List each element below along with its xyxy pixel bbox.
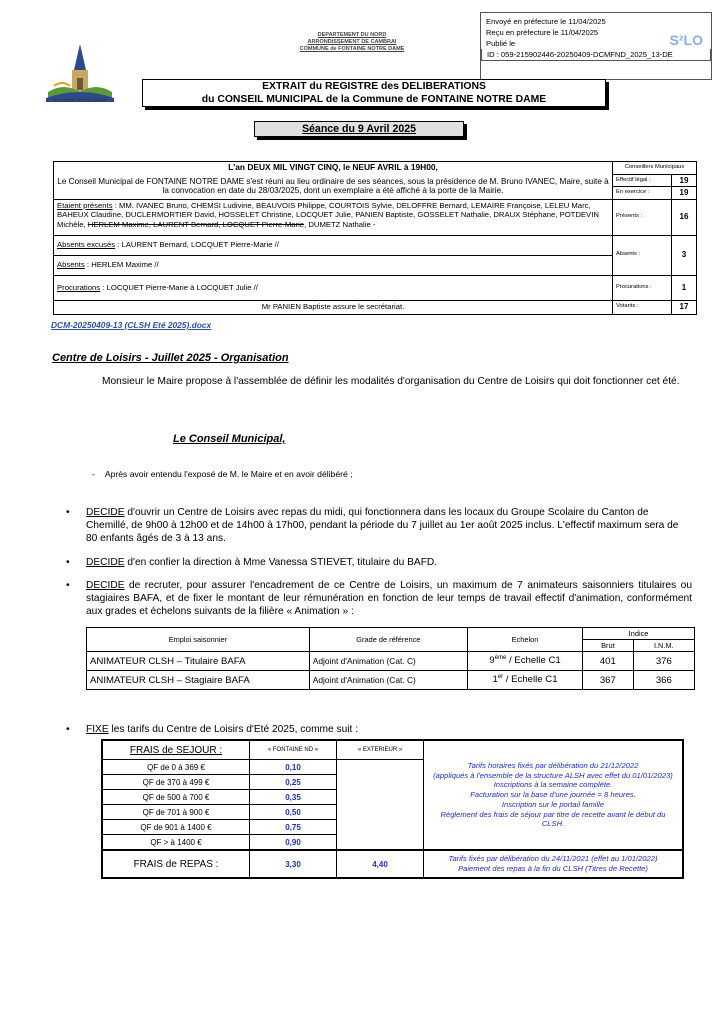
meal-note: Tarifs fixés par délibération du 24/11/2021 (effet au 1/01/2022) [448,854,658,864]
council-heading: Le Conseil Municipal, [173,433,286,445]
qf-bracket: QF de 500 à 700 € [102,790,250,805]
decision-verb: DECIDE [86,580,125,591]
qf-bracket: QF de 701 à 900 € [102,805,250,820]
stay-note: Inscriptions à la semaine complète. [493,780,613,790]
echelon-scale: / Echelle C1 [503,674,558,686]
stamp-published: Publié le [486,39,516,48]
town-name: Fontaine Notre Dame [53,98,107,104]
decision-text: d'ouvrir un Centre de Loisirs avec repas du midi, qui fonctionnera dans les locaux du Groupe Scolaire du Canton de Chemillé, de 9h00 à 12h00 et de 14h00 à 17h00, pendant la période du 7 juillet au 1er août 2025 inclus. L'effectif maximum sera de 80 enfants âgés de 3 à 13 ans. [86,507,679,544]
document-title [142,79,606,107]
grade: Adjoint d'Animation (Cat. C) [309,671,467,690]
absent-label: Absents [57,260,85,270]
secretary: Mr PANIEN Baptiste assure le secrétariat. [54,300,613,314]
decision-text: d'en confier la direction à Mme Vanessa STIEVET, titulaire du BAFD. [124,557,438,568]
local-rate: 0,75 [250,820,337,835]
count-value: 19 [672,174,697,187]
local-rate: 0,50 [250,805,337,820]
excused-members [54,235,613,255]
count-value: 1 [672,275,697,300]
arrondissement-line: ARRONDISSEMENT DE CAMBRAI [307,39,397,45]
present-members [54,199,613,235]
stay-note: (appliqués à l'ensemble de la structure ALSH avec effet du 01/01/2023) [433,770,673,780]
local-rate: 0,90 [250,835,337,851]
decision-text: de recruter, pour assurer l'encadrement de ce Centre de Loisirs, un maximum de 7 animateurs saisonniers titulaires ou stagiaires BAFA, et de fixer le montant de leur rémunération en fonction de leur temps de travail effectif d'animation, conformément aux grades et échelons suivants de la filière « Animation » : [86,580,692,617]
department-header [262,32,442,53]
present-names: : MM. IVANEC Bruno, CHEMSI Ludivine, BEAUVOIS Philippe, COURTOIS Sylvie, DELOFFRE Bernard, LEMAIRE Françoise, LELEU Marc, BAHEUX Claudine, DUCLERMORTIER David, HOSSELET Christine, LOCQUET Julie, PANIEN Baptiste, GOSSELET Nathalie, DRAUX Stéphane, POTDEVIN Michèle, [57,200,599,229]
stay-notes [424,740,684,850]
count-label: En exercice : [613,187,672,200]
header-index: Indice [583,628,695,640]
slo-logo: S²LO [669,32,703,48]
intro-paragraph: Monsieur le Maire propose à l'assemblée de définir les modalités d'organisation du Centre de Loisirs qui doit fonctionner cet été. [102,376,680,387]
meal-exterior-rate: 4,40 [337,850,424,878]
count-value: 19 [672,187,697,200]
seance-date: Séance du 9 Avril 2025 [254,121,464,137]
job-title: ANIMATEUR CLSH – Stagiaire BAFA [87,671,310,690]
proxies [54,275,613,300]
session-intro: Le Conseil Municipal de FONTAINE NOTRE DAME s'est réuni au lieu ordinaire de ses séances, sous la présidence de M. Bruno IVANEC, Maire, suite à la convocation en date du 28/03/2025, dont un exemplaire a été affiché à la porte de la Mairie. [54,174,613,199]
header-echelon: Echelon [467,628,582,652]
count-label: Votants : [613,300,672,314]
index-brut: 367 [583,671,634,690]
stamp-received: Reçu en préfecture le 11/04/2025 [486,28,599,37]
count-label: Présents : [613,199,672,235]
decision-verb: FIXE [86,724,109,735]
counts-header: Conseillers Municipaux [613,162,697,175]
count-label: Absents : [613,235,672,275]
title-line-1: EXTRAIT du REGISTRE des DELIBERATIONS [262,81,486,92]
absent-members [54,255,613,275]
present-struck: HERLEM Maxime, LAURENT Bernard, LOCQUET Pierre-Marie [87,219,305,229]
table-row [87,652,695,671]
heard-line: - Après avoir entendu l'exposé de M. le Maire et en avoir délibéré ; [92,469,353,479]
qf-bracket: QF de 0 à 369 € [102,760,250,775]
index-inm: 376 [633,652,694,671]
header-brut: Brut [583,640,634,652]
prefecture-stamp [480,12,712,80]
heard-text: Après avoir entendu l'exposé de M. le Maire et en avoir délibéré ; [104,469,353,479]
meal-note: Paiement des repas à la fin du CLSH (Titres de Recette) [458,864,648,873]
stay-note: Facturation sur la base d'une journée = 8 heures. [470,790,636,800]
exterior-rate-empty [337,760,424,851]
count-label: Procurations : [613,275,672,300]
decision-verb: DECIDE [86,507,125,518]
echelon-num: 1 [492,674,498,686]
stay-note: Tarifs horaires fixés par délibération du 21/12/2022 [467,760,639,770]
stay-fees-label: FRAIS de SEJOUR : [102,740,250,760]
echelon-suffix: ème [494,655,507,662]
deliberation-subject: Centre de Loisirs - Juillet 2025 - Organisation [52,352,289,364]
local-rate: 0,35 [250,790,337,805]
stamp-id: ID : 059-215902446-20250409-DCMFND_2025_13-DE [481,49,711,61]
table-row [87,671,695,690]
present-label: Etaient présents [57,200,113,210]
column-exterior: « EXTERIEUR » [337,740,424,760]
echelon-scale: / Echelle C1 [506,655,561,667]
index-brut: 401 [583,652,634,671]
qf-bracket: QF > à 1400 € [102,835,250,851]
attendance-table [53,161,697,315]
decision-text: les tarifs du Centre de Loisirs d'Eté 2025, comme suit : [108,724,359,735]
local-rate: 0,10 [250,760,337,775]
qf-bracket: QF de 901 à 1400 € [102,820,250,835]
proxy-label: Procurations [57,282,101,292]
stamp-sent: Envoyé en préfecture le 11/04/2025 [486,17,606,26]
count-value: 3 [672,235,697,275]
meal-notes [424,850,684,878]
count-value: 16 [672,199,697,235]
session-date-line: L'an DEUX MIL VINGT CINQ, le NEUF AVRIL à 19H00, [54,162,613,175]
meal-fees-label: FRAIS de REPAS : [102,850,250,878]
echelon-num: 9 [489,655,495,667]
echelon-suffix: er [497,674,504,681]
meal-local-rate: 3,30 [250,850,337,878]
echelon [467,671,582,690]
excused-names: : LAURENT Bernard, LOCQUET Pierre-Marie // [115,240,279,250]
document-reference-link[interactable]: DCM-20250409-13 (CLSH Eté 2025).docx [51,320,212,330]
echelon [467,652,582,671]
excused-label: Absents excusés [57,240,116,250]
count-label: Effectif légal : [613,174,672,187]
job-title: ANIMATEUR CLSH – Titulaire BAFA [87,652,310,671]
header-job: Emploi saisonnier [87,628,310,652]
column-local: « FONTAINE ND » [250,740,337,760]
grade: Adjoint d'Animation (Cat. C) [309,652,467,671]
qf-bracket: QF de 370 à 499 € [102,775,250,790]
proxy-names: : LOCQUET Pierre-Marie à LOCQUET Julie // [100,282,258,292]
commune-line: COMMUNE de FONTAINE NOTRE DAME [299,46,405,52]
fees-table [101,739,684,879]
employment-table [86,627,695,690]
header-inm: I.N.M. [633,640,694,652]
absent-names: : HERLEM Maxime // [84,260,159,270]
stay-note: Inscription sur le portail famille [501,799,605,809]
header-grade: Grade de référence [309,628,467,652]
count-value: 17 [672,300,697,314]
index-inm: 366 [633,671,694,690]
local-rate: 0,25 [250,775,337,790]
stay-note: Règlement des frais de séjour par titre de recette avant le début du CLSH. [440,809,666,829]
title-line-2: du CONSEIL MUNICIPAL de la Commune de FONTAINE NOTRE DAME [201,93,547,105]
decision-verb: DECIDE [86,557,125,568]
department-line: DEPARTEMENT DU NORD [317,32,387,38]
present-end: , DUMETZ Nathalie - [304,219,376,229]
